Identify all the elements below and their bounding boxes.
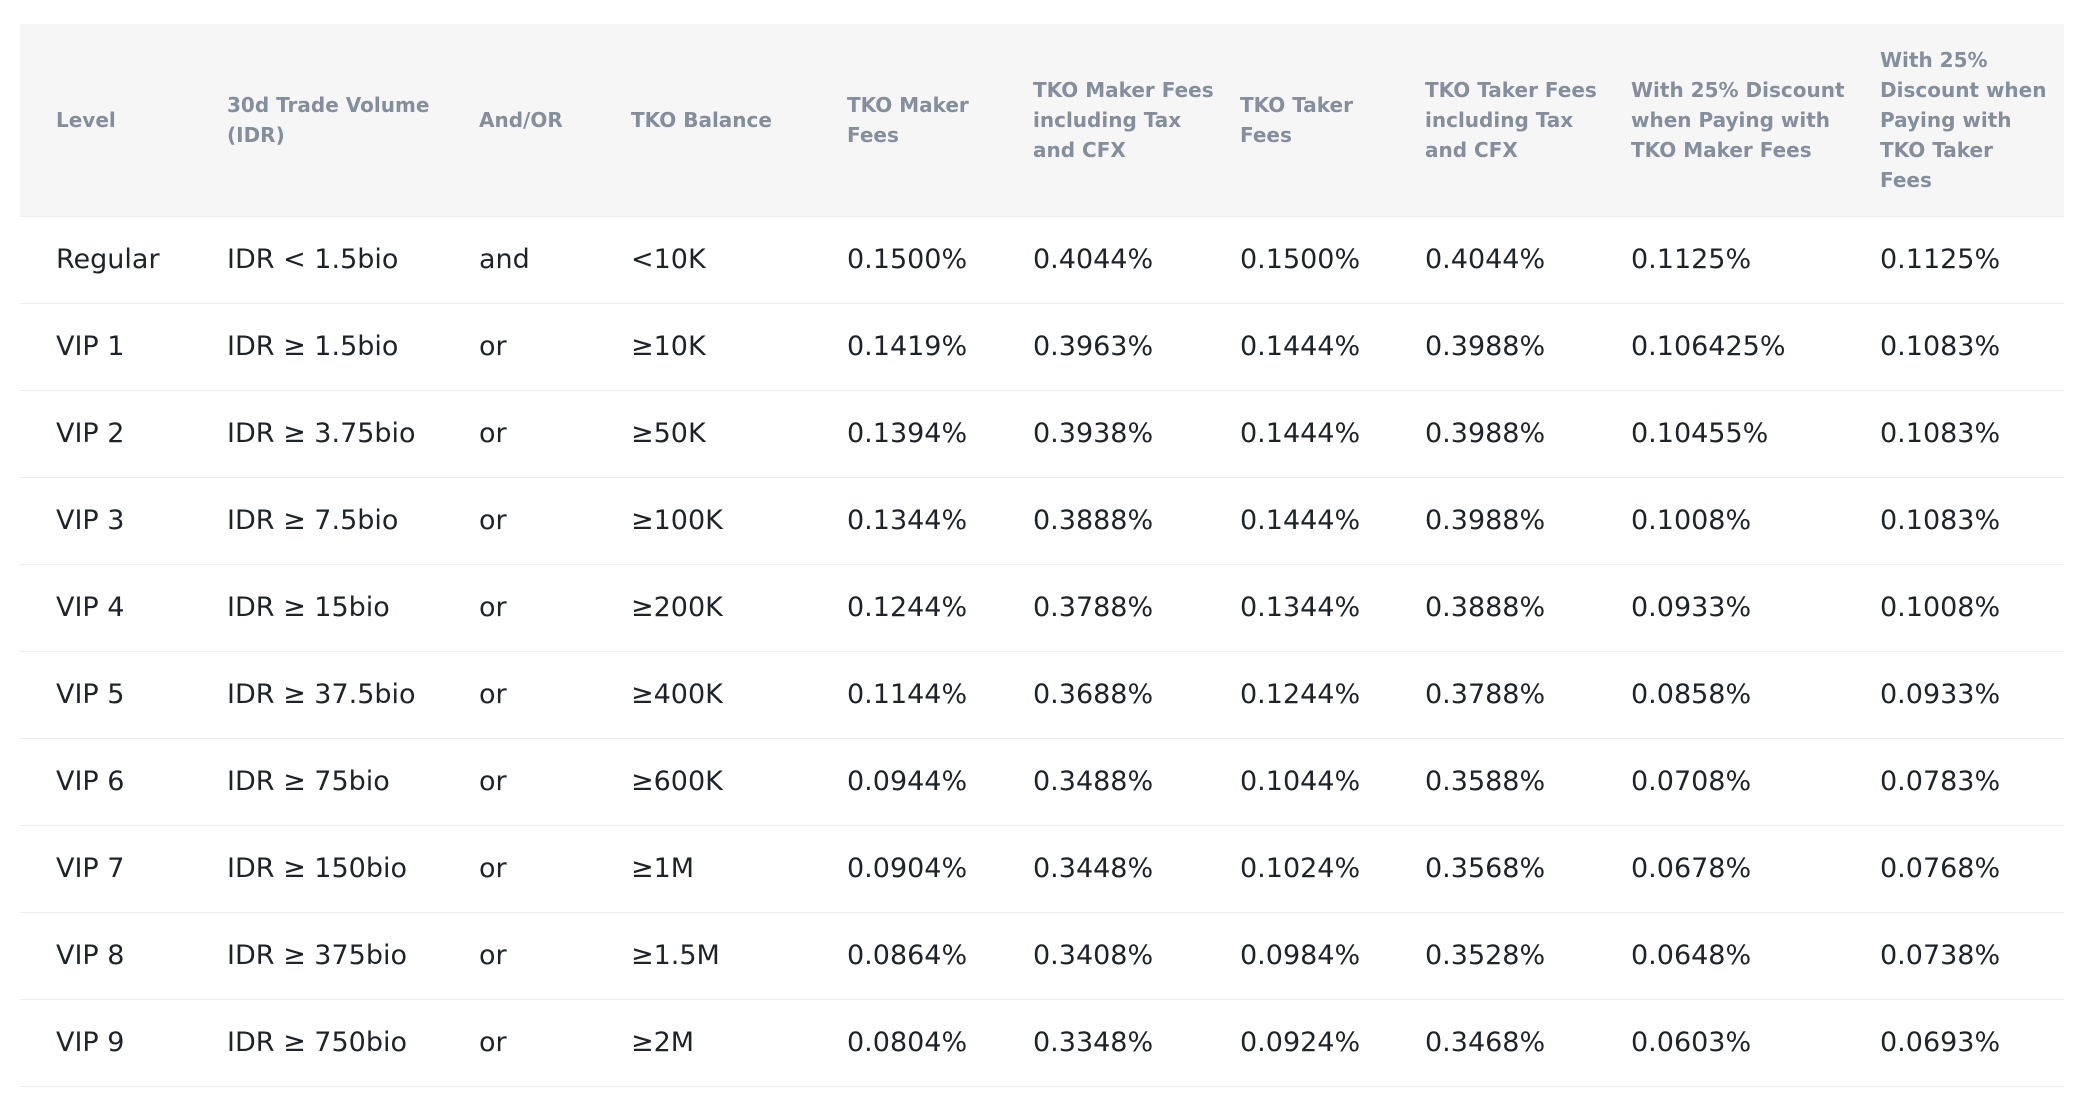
maker-fee-cell: 0.1394%	[847, 390, 1033, 477]
level-cell: VIP 7	[20, 825, 227, 912]
discount-taker-cell: 0.0693%	[1880, 999, 2064, 1086]
taker-fee-tax-cell: 0.3988%	[1425, 477, 1631, 564]
level-cell: VIP 5	[20, 651, 227, 738]
tko-balance-cell: ≥1.5M	[631, 912, 847, 999]
tko-balance-cell: ≥200K	[631, 564, 847, 651]
and-or-cell: or	[479, 564, 631, 651]
discount-maker-cell: 0.1125%	[1631, 216, 1880, 303]
header-maker-fees: TKO Maker Fees	[847, 24, 1033, 216]
discount-maker-cell: 0.0858%	[1631, 651, 1880, 738]
maker-fee-tax-cell: 0.3938%	[1033, 390, 1240, 477]
discount-maker-cell: 0.106425%	[1631, 303, 1880, 390]
trade-volume-cell: IDR ≥ 75bio	[227, 738, 479, 825]
and-or-cell: or	[479, 390, 631, 477]
maker-fee-tax-cell: 0.3348%	[1033, 999, 1240, 1086]
taker-fee-cell: 0.1444%	[1240, 390, 1425, 477]
discount-taker-cell: 0.0933%	[1880, 651, 2064, 738]
header-row	[20, 24, 2064, 216]
table-row	[20, 564, 2064, 651]
maker-fee-tax-cell: 0.3688%	[1033, 651, 1240, 738]
taker-fee-tax-cell: 0.3568%	[1425, 825, 1631, 912]
discount-taker-cell: 0.1083%	[1880, 303, 2064, 390]
taker-fee-cell: 0.1500%	[1240, 216, 1425, 303]
taker-fee-cell: 0.1344%	[1240, 564, 1425, 651]
tko-balance-cell: ≥1M	[631, 825, 847, 912]
tko-balance-cell: ≥2M	[631, 999, 847, 1086]
tko-balance-cell: ≥400K	[631, 651, 847, 738]
level-cell: VIP 8	[20, 912, 227, 999]
discount-maker-cell: 0.0933%	[1631, 564, 1880, 651]
tko-balance-cell: ≥50K	[631, 390, 847, 477]
table-row	[20, 477, 2064, 564]
and-or-cell: or	[479, 303, 631, 390]
taker-fee-cell: 0.0984%	[1240, 912, 1425, 999]
maker-fee-cell: 0.1244%	[847, 564, 1033, 651]
table-header	[20, 24, 2064, 216]
table-row	[20, 825, 2064, 912]
maker-fee-tax-cell: 0.3963%	[1033, 303, 1240, 390]
header-discount-taker: With 25% Discount when Paying with TKO Taker Fees	[1880, 24, 2064, 216]
taker-fee-tax-cell: 0.3988%	[1425, 303, 1631, 390]
trade-volume-cell: IDR ≥ 7.5bio	[227, 477, 479, 564]
table-row	[20, 390, 2064, 477]
maker-fee-cell: 0.0944%	[847, 738, 1033, 825]
discount-taker-cell: 0.1083%	[1880, 390, 2064, 477]
table-row	[20, 651, 2064, 738]
trade-volume-cell: IDR ≥ 375bio	[227, 912, 479, 999]
header-trade-volume: 30d Trade Volume (IDR)	[227, 24, 479, 216]
taker-fee-tax-cell: 0.3888%	[1425, 564, 1631, 651]
taker-fee-tax-cell: 0.3468%	[1425, 999, 1631, 1086]
maker-fee-tax-cell: 0.3788%	[1033, 564, 1240, 651]
header-level: Level	[20, 24, 227, 216]
fee-table-container	[20, 24, 2064, 1087]
tko-balance-cell: ≥10K	[631, 303, 847, 390]
table-row	[20, 999, 2064, 1086]
level-cell: VIP 6	[20, 738, 227, 825]
trade-volume-cell: IDR ≥ 3.75bio	[227, 390, 479, 477]
maker-fee-cell: 0.0804%	[847, 999, 1033, 1086]
maker-fee-cell: 0.0904%	[847, 825, 1033, 912]
trade-volume-cell: IDR ≥ 15bio	[227, 564, 479, 651]
level-cell: VIP 1	[20, 303, 227, 390]
taker-fee-cell: 0.1024%	[1240, 825, 1425, 912]
taker-fee-tax-cell: 0.3528%	[1425, 912, 1631, 999]
maker-fee-tax-cell: 0.4044%	[1033, 216, 1240, 303]
and-or-cell: or	[479, 738, 631, 825]
discount-maker-cell: 0.0648%	[1631, 912, 1880, 999]
table-row	[20, 738, 2064, 825]
discount-maker-cell: 0.0678%	[1631, 825, 1880, 912]
discount-taker-cell: 0.1008%	[1880, 564, 2064, 651]
fee-tier-table	[20, 24, 2064, 1087]
maker-fee-cell: 0.1500%	[847, 216, 1033, 303]
level-cell: VIP 2	[20, 390, 227, 477]
table-row	[20, 912, 2064, 999]
taker-fee-cell: 0.0924%	[1240, 999, 1425, 1086]
trade-volume-cell: IDR ≥ 1.5bio	[227, 303, 479, 390]
maker-fee-cell: 0.1344%	[847, 477, 1033, 564]
level-cell: VIP 3	[20, 477, 227, 564]
discount-maker-cell: 0.0603%	[1631, 999, 1880, 1086]
header-discount-maker: With 25% Discount when Paying with TKO Maker Fees	[1631, 24, 1880, 216]
level-cell: Regular	[20, 216, 227, 303]
maker-fee-tax-cell: 0.3488%	[1033, 738, 1240, 825]
header-taker-fees: TKO Taker Fees	[1240, 24, 1425, 216]
discount-maker-cell: 0.1008%	[1631, 477, 1880, 564]
and-or-cell: or	[479, 651, 631, 738]
taker-fee-tax-cell: 0.4044%	[1425, 216, 1631, 303]
header-and-or: And/OR	[479, 24, 631, 216]
taker-fee-cell: 0.1044%	[1240, 738, 1425, 825]
taker-fee-tax-cell: 0.3788%	[1425, 651, 1631, 738]
trade-volume-cell: IDR < 1.5bio	[227, 216, 479, 303]
taker-fee-tax-cell: 0.3588%	[1425, 738, 1631, 825]
maker-fee-tax-cell: 0.3408%	[1033, 912, 1240, 999]
trade-volume-cell: IDR ≥ 150bio	[227, 825, 479, 912]
level-cell: VIP 9	[20, 999, 227, 1086]
taker-fee-tax-cell: 0.3988%	[1425, 390, 1631, 477]
header-taker-fees-tax: TKO Taker Fees including Tax and CFX	[1425, 24, 1631, 216]
trade-volume-cell: IDR ≥ 750bio	[227, 999, 479, 1086]
maker-fee-tax-cell: 0.3448%	[1033, 825, 1240, 912]
tko-balance-cell: ≥600K	[631, 738, 847, 825]
discount-taker-cell: 0.0768%	[1880, 825, 2064, 912]
tko-balance-cell: <10K	[631, 216, 847, 303]
and-or-cell: or	[479, 477, 631, 564]
and-or-cell: or	[479, 912, 631, 999]
maker-fee-cell: 0.1144%	[847, 651, 1033, 738]
discount-taker-cell: 0.1125%	[1880, 216, 2064, 303]
and-or-cell: or	[479, 825, 631, 912]
discount-maker-cell: 0.0708%	[1631, 738, 1880, 825]
taker-fee-cell: 0.1444%	[1240, 303, 1425, 390]
table-body	[20, 216, 2064, 1086]
table-row	[20, 216, 2064, 303]
discount-maker-cell: 0.10455%	[1631, 390, 1880, 477]
header-maker-fees-tax: TKO Maker Fees including Tax and CFX	[1033, 24, 1240, 216]
and-or-cell: or	[479, 999, 631, 1086]
discount-taker-cell: 0.1083%	[1880, 477, 2064, 564]
maker-fee-tax-cell: 0.3888%	[1033, 477, 1240, 564]
trade-volume-cell: IDR ≥ 37.5bio	[227, 651, 479, 738]
taker-fee-cell: 0.1444%	[1240, 477, 1425, 564]
discount-taker-cell: 0.0783%	[1880, 738, 2064, 825]
maker-fee-cell: 0.1419%	[847, 303, 1033, 390]
taker-fee-cell: 0.1244%	[1240, 651, 1425, 738]
level-cell: VIP 4	[20, 564, 227, 651]
header-tko-balance: TKO Balance	[631, 24, 847, 216]
tko-balance-cell: ≥100K	[631, 477, 847, 564]
table-row	[20, 303, 2064, 390]
and-or-cell: and	[479, 216, 631, 303]
maker-fee-cell: 0.0864%	[847, 912, 1033, 999]
discount-taker-cell: 0.0738%	[1880, 912, 2064, 999]
